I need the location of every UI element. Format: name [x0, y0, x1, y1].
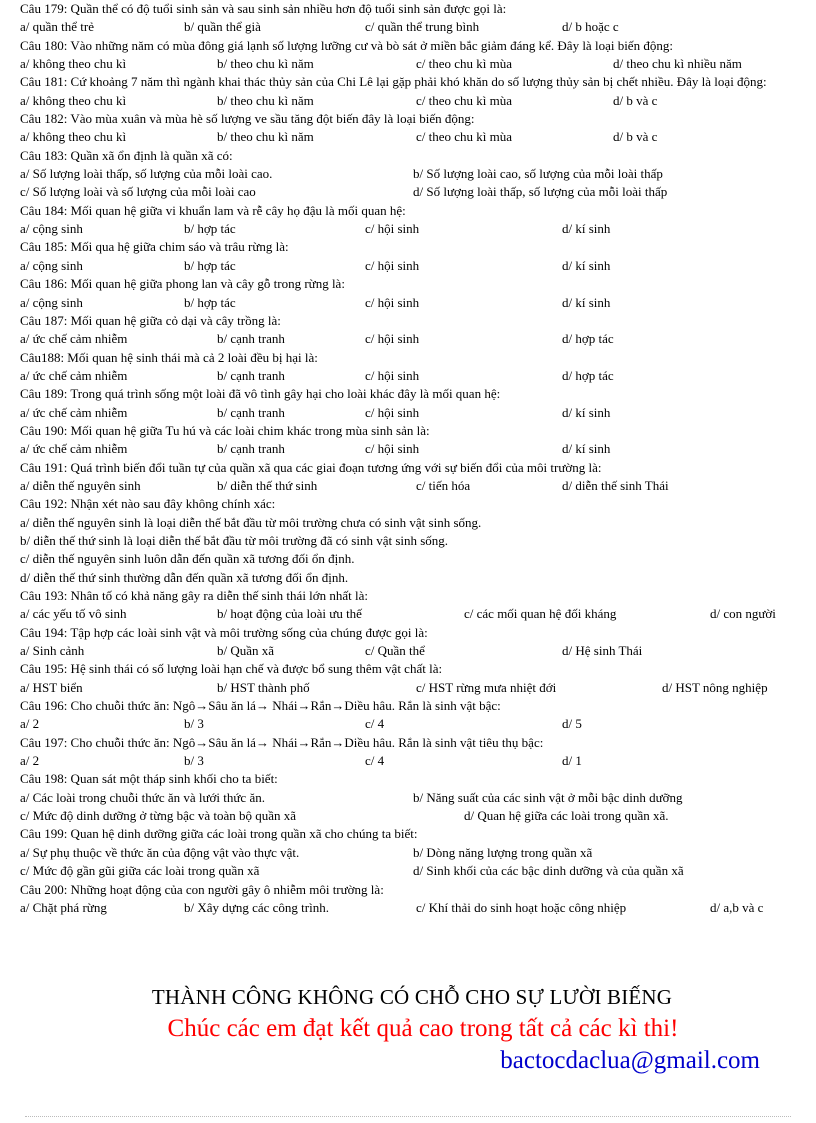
- answer-row: [20, 55, 804, 73]
- answer-row: [20, 899, 804, 917]
- answer-option: c/ tiến hóa: [416, 477, 471, 493]
- question-block: [20, 110, 804, 147]
- answer-option: d/ Quan hệ giữa các loài trong quần xã.: [464, 808, 669, 824]
- answer-option: d/ hợp tác: [562, 367, 614, 383]
- answer-option: c/ Mức độ gần gũi giữa các loài trong quần xã: [20, 863, 260, 879]
- answer-option: c/ Quần thể: [365, 643, 425, 659]
- answer-option: c/ quần thể trung bình: [365, 19, 480, 35]
- question-text: Câu 193: Nhân tố có khả năng gây ra diễn thế sinh thái lớn nhất là:: [20, 588, 369, 603]
- footer-wish: Chúc các em đạt kết quả cao trong tất cả các kì thi!: [167, 1015, 679, 1042]
- answer-option: b/ cạnh tranh: [217, 331, 285, 347]
- question-text: Câu 199: Quan hệ dinh dưỡng giữa các loài trong quần xã cho chúng ta biết:: [20, 826, 418, 842]
- answer-option: a/ không theo chu kì: [20, 56, 127, 72]
- answer-option: d/ kí sinh: [562, 294, 611, 310]
- answer-option: c/ hội sinh: [365, 257, 420, 273]
- question-text: Câu 180: Vào những năm có mùa đông giá lạnh số lượng lưỡng cư và bò sát ở miền bắc giảm đáng kể. Đây là loại biến động:: [20, 37, 673, 53]
- question-text: Câu 194: Tập hợp các loài sinh vật và môi trường sống của chúng được gọi là:: [20, 624, 428, 640]
- answer-option: b/ theo chu kì năm: [217, 56, 314, 72]
- question-text: Câu 200: Những hoạt động của con người gây ô nhiễm môi trường là:: [20, 881, 384, 897]
- question-text: Câu 197: Cho chuỗi thức ăn: Ngô→Sâu ăn lá→ Nhái→Rắn→Diều hâu. Rắn là sinh vật tiêu thụ bậc:: [20, 734, 544, 750]
- question-block: [20, 734, 804, 771]
- answer-row: [20, 404, 804, 422]
- answer-option: d/ diễn thế sinh Thái: [562, 477, 669, 493]
- answer-row: [20, 165, 804, 183]
- document-page: [20, 0, 804, 917]
- question-block: [20, 275, 804, 312]
- question-block: [20, 422, 804, 459]
- answer-row: [20, 477, 804, 495]
- question-text: Câu 195: Hệ sinh thái có số lượng loài hạn chế và được bổ sung thêm vật chất là:: [20, 661, 443, 677]
- answer-option: c/ các mối quan hệ đối kháng: [464, 606, 617, 622]
- question-text: Câu 198: Quan sát một tháp sinh khối cho ta biết:: [20, 771, 278, 787]
- question-block: [20, 147, 804, 202]
- answer-option: a/ 2: [20, 716, 40, 732]
- answer-option: b/ hợp tác: [184, 257, 236, 273]
- answer-row: [20, 752, 804, 770]
- answer-option: b/ cạnh tranh: [217, 441, 285, 457]
- answer-row: [20, 257, 804, 275]
- question-block: [20, 0, 804, 37]
- answer-option: a/ không theo chu kì: [20, 129, 127, 145]
- answer-option: d/ HST nông nghiệp: [662, 679, 768, 695]
- answer-option: a/ HST biển: [20, 679, 83, 695]
- answer-row: [20, 532, 804, 550]
- answer-option: b/ Dòng năng lượng trong quần xã: [413, 844, 593, 860]
- answer-option: c/ Khí thải do sinh hoạt hoặc công nhiệp: [416, 899, 627, 915]
- answer-option: c/ hội sinh: [365, 404, 420, 420]
- answer-row: [20, 789, 804, 807]
- answer-option: b/ hợp tác: [184, 221, 236, 237]
- question-block: [20, 37, 804, 74]
- answer-option: d/ Số lượng loài thấp, số lượng của mỗi loài thấp: [413, 184, 668, 200]
- question-text: Câu 189: Trong quá trình sống một loài đã vô tình gây hại cho loài khác đây là mối quan hệ:: [20, 386, 501, 402]
- answer-option: b/ 3: [184, 716, 204, 732]
- answer-option: d/ theo chu kì nhiều năm: [613, 56, 742, 72]
- question-block: [20, 881, 804, 918]
- question-text: Câu 190: Mối quan hệ giữa Tu hú và các loài chim khác trong mùa sinh sản là:: [20, 422, 430, 438]
- question-text: Câu 191: Quá trình biến đổi tuần tự của quần xã qua các giai đoạn tương ứng với sự biến đổi của môi trường là:: [20, 459, 602, 475]
- answer-row: [20, 605, 804, 623]
- answer-option: a/ Chặt phá rừng: [20, 899, 107, 915]
- answer-option: a/ 2: [20, 753, 40, 769]
- question-text: Câu 179: Quần thể có độ tuổi sinh sản và sau sinh sản nhiều hơn độ tuổi sinh sản được gọi là:: [20, 1, 507, 16]
- answer-row: [20, 183, 804, 201]
- page-bottom-divider: [25, 1116, 791, 1117]
- answer-option: d/ hợp tác: [562, 331, 614, 347]
- answer-option: d/ Hệ sinh Thái: [562, 643, 643, 659]
- question-block: [20, 385, 804, 422]
- answer-option: b/ diễn thế thứ sinh là loại diễn thế bắt đầu từ môi trường đã có sinh vật sinh sống.: [20, 532, 449, 548]
- answer-option: b/ Năng suất của các sinh vật ở mỗi bậc dinh dưỡng: [413, 789, 683, 805]
- answer-option: c/ hội sinh: [365, 331, 420, 347]
- answer-option: c/ HST rừng mưa nhiệt đới: [416, 679, 557, 695]
- answer-option: b/ theo chu kì năm: [217, 129, 314, 145]
- answer-option: c/ 4: [365, 753, 385, 769]
- question-block: [20, 770, 804, 825]
- answer-row: [20, 807, 804, 825]
- answer-row: [20, 18, 804, 36]
- question-text: Câu 183: Quần xã ổn định là quần xã có:: [20, 147, 233, 163]
- answer-option: d/ 5: [562, 716, 582, 732]
- answer-option: d/ Sinh khối của các bậc dinh dưỡng và của quần xã: [413, 863, 684, 879]
- answer-option: b/ 3: [184, 753, 204, 769]
- question-block: [20, 73, 804, 110]
- question-block: [20, 238, 804, 275]
- answer-row: [20, 679, 804, 697]
- answer-option: b/ HST thành phố: [217, 679, 310, 695]
- answer-option: c/ hội sinh: [365, 221, 420, 237]
- answer-option: a/ không theo chu kì: [20, 92, 127, 108]
- question-text: Câu 185: Mối qua hệ giữa chim sáo và trâu rừng là:: [20, 239, 289, 255]
- answer-option: d/ con người: [710, 606, 776, 622]
- answer-option: c/ diễn thế nguyên sinh luôn dẫn đến quần xã tương đối ổn định.: [20, 551, 355, 567]
- question-block: [20, 349, 804, 386]
- answer-option: d/ b và c: [613, 92, 658, 108]
- answer-option: a/ cộng sinh: [20, 294, 83, 310]
- question-block: [20, 587, 804, 624]
- answer-row: [20, 128, 804, 146]
- answer-row: [20, 569, 804, 587]
- answer-option: d/ kí sinh: [562, 441, 611, 457]
- question-list: [20, 0, 804, 917]
- answer-option: d/ kí sinh: [562, 404, 611, 420]
- question-block: [20, 697, 804, 734]
- answer-option: d/ b hoặc c: [562, 19, 619, 35]
- question-block: [20, 495, 804, 587]
- answer-row: [20, 220, 804, 238]
- answer-option: a/ ức chế cảm nhiễm: [20, 441, 128, 457]
- answer-row: [20, 844, 804, 862]
- answer-option: c/ 4: [365, 716, 385, 732]
- answer-option: a/ ức chế cảm nhiễm: [20, 404, 128, 420]
- answer-option: d/ kí sinh: [562, 257, 611, 273]
- footer-email[interactable]: bactocdaclua@gmail.com: [500, 1047, 760, 1074]
- answer-option: c/ hội sinh: [365, 294, 420, 310]
- answer-option: b/ hợp tác: [184, 294, 236, 310]
- answer-option: a/ cộng sinh: [20, 221, 83, 237]
- question-text: Câu 196: Cho chuỗi thức ăn: Ngô→Sâu ăn lá→ Nhái→Rắn→Diều hâu. Rắn là sinh vật bậc:: [20, 698, 501, 714]
- answer-row: [20, 367, 804, 385]
- answer-option: a/ diễn thế nguyên sinh là loại diễn thế bắt đầu từ môi trường chưa có sinh vật sinh sống.: [20, 514, 482, 530]
- answer-option: d/ b và c: [613, 129, 658, 145]
- answer-option: a/ quần thể trẻ: [20, 19, 94, 35]
- answer-row: [20, 550, 804, 568]
- question-block: [20, 825, 804, 880]
- question-text: Câu188: Mối quan hệ sinh thái mà cả 2 loài đều bị hại là:: [20, 349, 318, 365]
- answer-option: c/ Số lượng loài và số lượng của mỗi loài cao: [20, 184, 256, 200]
- answer-option: a/ ức chế cảm nhiễm: [20, 367, 128, 383]
- answer-row: [20, 92, 804, 110]
- answer-option: b/ quần thể già: [184, 19, 261, 35]
- question-text: Câu 187: Mối quan hệ giữa cỏ dại và cây trồng là:: [20, 312, 281, 328]
- footer: [0, 982, 816, 1076]
- answer-option: c/ Mức độ dinh dưỡng ở từng bậc và toàn bộ quần xã: [20, 808, 297, 824]
- answer-option: c/ theo chu kì mùa: [416, 129, 513, 145]
- answer-row: [20, 862, 804, 880]
- answer-row: [20, 440, 804, 458]
- answer-option: b/ Số lượng loài cao, số lượng của mỗi loài thấp: [413, 166, 663, 182]
- question-block: [20, 624, 804, 661]
- question-block: [20, 312, 804, 349]
- answer-option: a/ Số lượng loài thấp, số lượng của mỗi loài cao.: [20, 166, 273, 182]
- question-text: Câu 184: Mối quan hệ giữa vi khuẩn lam và rễ cây họ đậu là mối quan hệ:: [20, 202, 406, 218]
- answer-row: [20, 514, 804, 532]
- answer-option: a/ Sự phụ thuộc về thức ăn của động vật vào thực vật.: [20, 844, 300, 860]
- answer-option: b/ cạnh tranh: [217, 367, 285, 383]
- answer-option: a/ cộng sinh: [20, 257, 83, 273]
- answer-row: [20, 642, 804, 660]
- answer-option: c/ hội sinh: [365, 367, 420, 383]
- answer-row: [20, 330, 804, 348]
- answer-option: b/ hoạt động của loài ưu thế: [217, 606, 362, 622]
- question-text: Câu 186: Mối quan hệ giữa phong lan và cây gỗ trong rừng là:: [20, 276, 345, 292]
- answer-option: a/ ức chế cảm nhiễm: [20, 331, 128, 347]
- question-block: [20, 459, 804, 496]
- answer-option: c/ theo chu kì mùa: [416, 56, 513, 72]
- question-block: [20, 660, 804, 697]
- question-text: Câu 182: Vào mùa xuân và mùa hè số lượng ve sầu tăng đột biến đây là loại biến động:: [20, 111, 475, 127]
- answer-option: d/ diễn thế thứ sinh thường dẫn đến quần xã tương đối ổn định.: [20, 569, 349, 585]
- answer-option: d/ a,b và c: [710, 899, 764, 915]
- answer-option: b/ cạnh tranh: [217, 404, 285, 420]
- answer-option: a/ Các loài trong chuỗi thức ăn và lưới thức ăn.: [20, 789, 265, 805]
- answer-row: [20, 294, 804, 312]
- answer-option: b/ diễn thế thứ sinh: [217, 477, 318, 493]
- answer-option: a/ Sinh cảnh: [20, 643, 85, 659]
- answer-option: c/ theo chu kì mùa: [416, 92, 513, 108]
- answer-option: b/ Quần xã: [217, 643, 275, 659]
- question-text: Câu 192: Nhận xét nào sau đây không chính xác:: [20, 496, 276, 512]
- question-text: Câu 181: Cứ khoảng 7 năm thì ngành khai thác thủy sản của Chi Lê lại gặp phải khó khăn do số lượng thủy sản bị chết nhiều. Đây là loại động:: [20, 74, 767, 90]
- answer-option: d/ kí sinh: [562, 221, 611, 237]
- footer-slogan: THÀNH CÔNG KHÔNG CÓ CHỖ CHO SỰ LƯỜI BIẾNG: [151, 985, 673, 1009]
- answer-row: [20, 715, 804, 733]
- answer-option: a/ diễn thế nguyên sinh: [20, 477, 141, 493]
- answer-option: c/ hội sinh: [365, 441, 420, 457]
- answer-option: d/ 1: [562, 753, 582, 769]
- question-block: [20, 202, 804, 239]
- answer-option: a/ các yếu tố vô sinh: [20, 606, 127, 622]
- answer-option: b/ theo chu kì năm: [217, 92, 314, 108]
- answer-option: b/ Xây dựng các công trình.: [184, 899, 329, 915]
